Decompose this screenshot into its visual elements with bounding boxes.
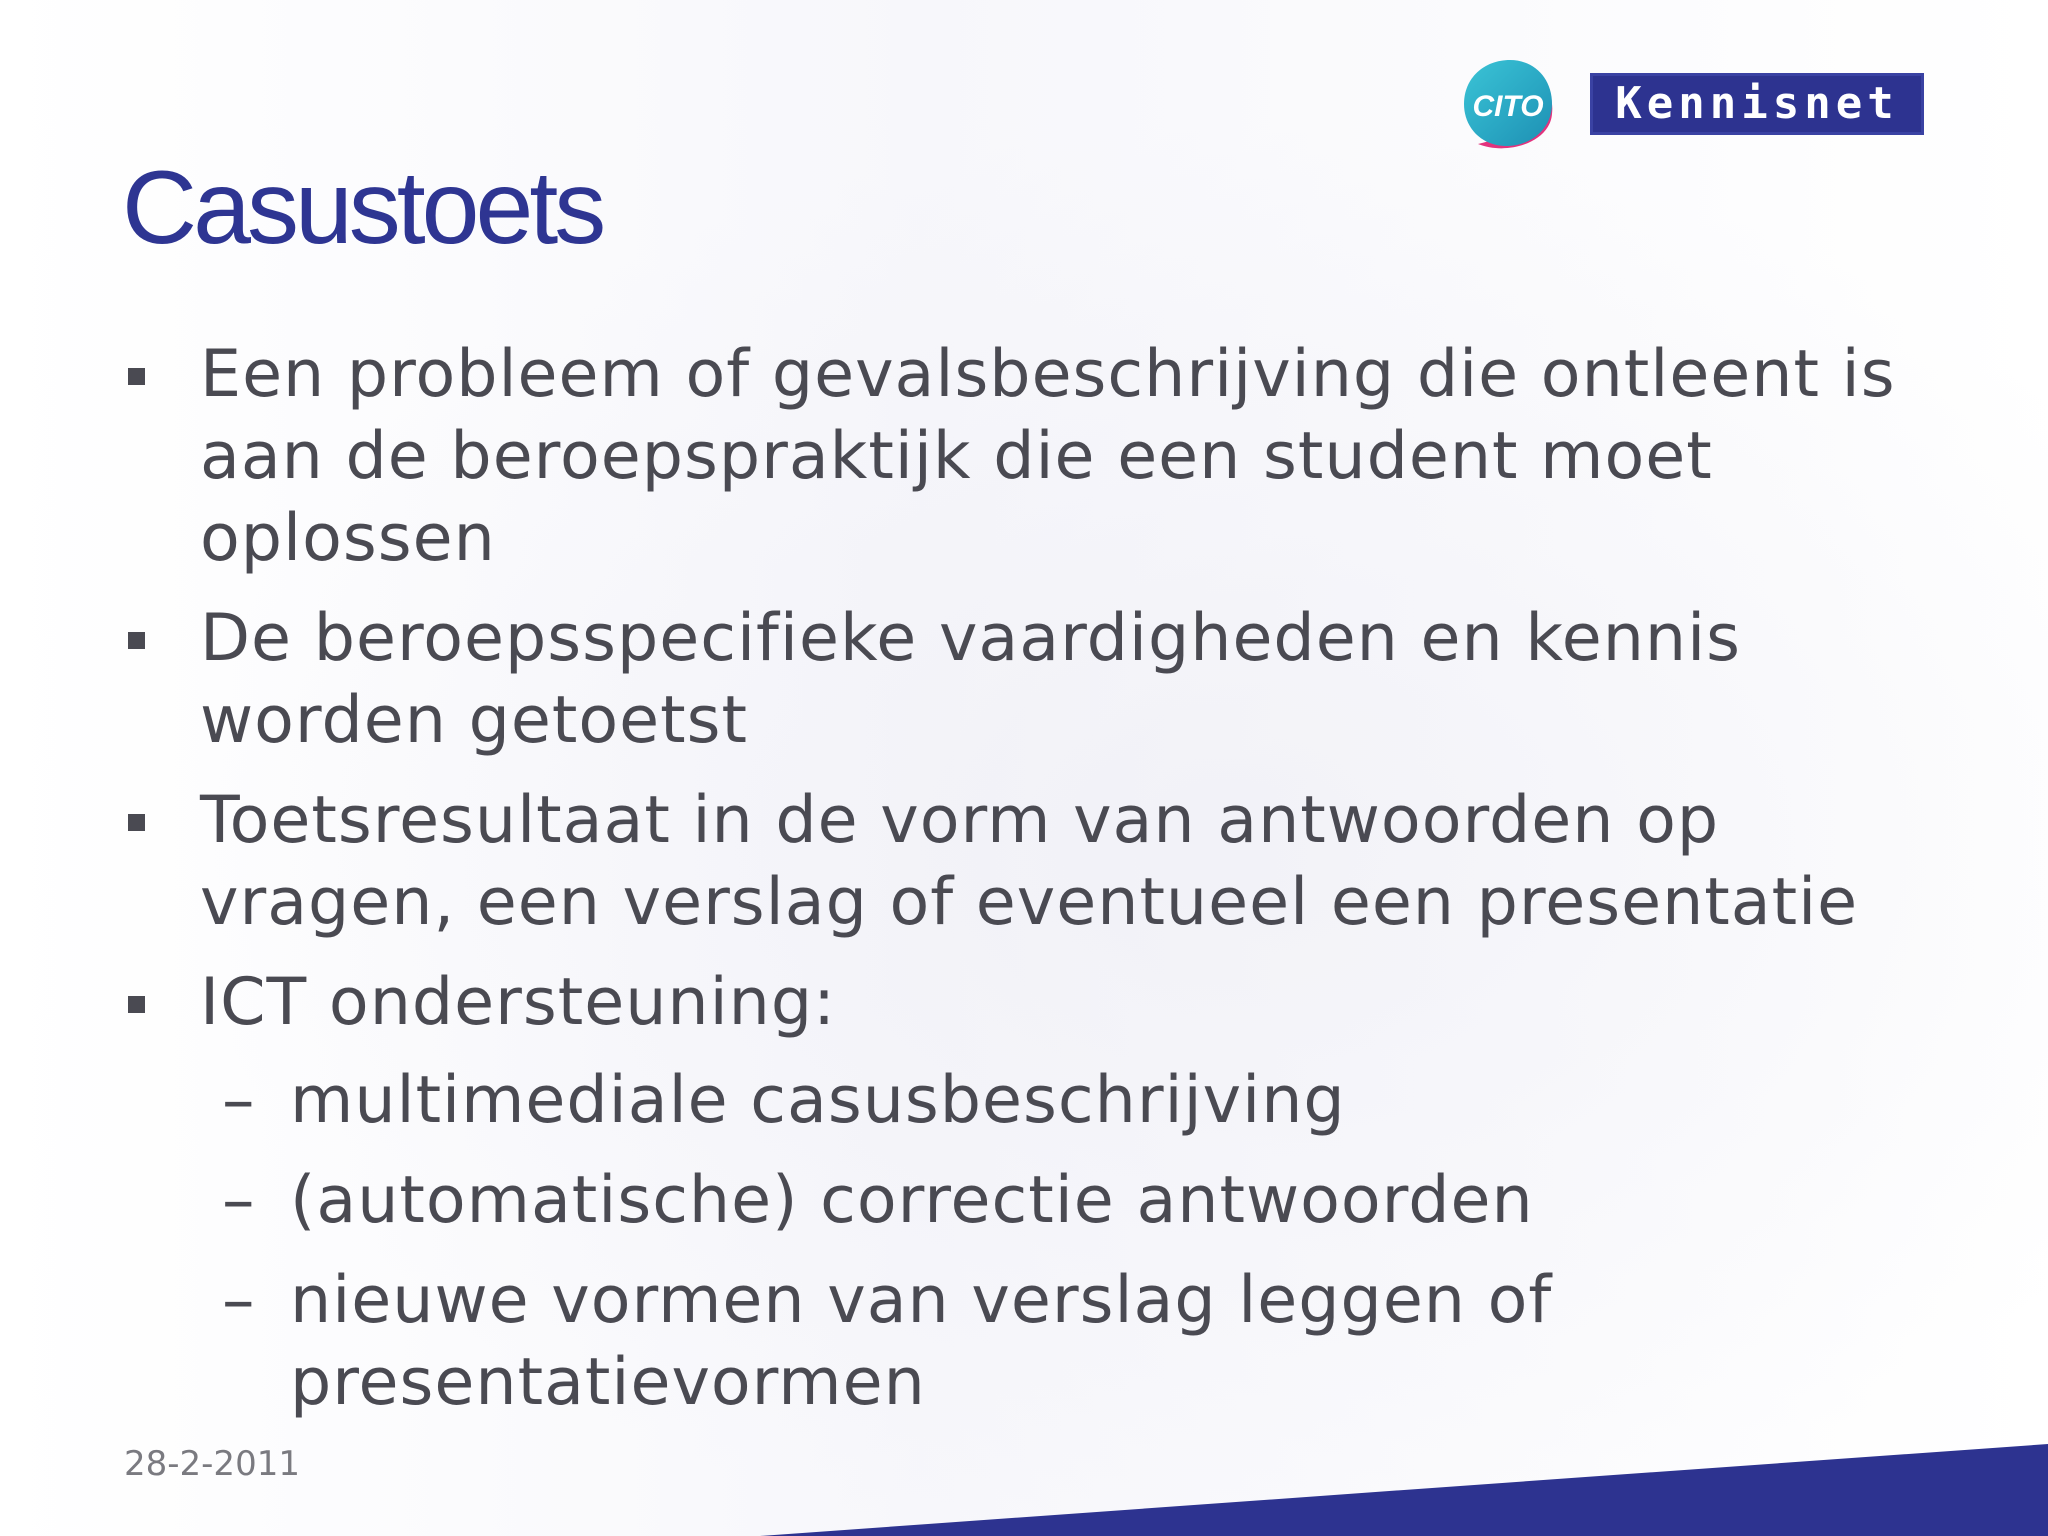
- kennisnet-logo: Kennisnet: [1590, 73, 1924, 135]
- bullet-text: Een probleem of gevalsbeschrijving die ontleent is aan de beroepspraktijk die een student moet oplossen: [200, 337, 1896, 576]
- dash-bullet-icon: –: [222, 1163, 256, 1238]
- sub-bullet-text: (automatische) correctie antwoorden: [290, 1163, 1534, 1238]
- sub-bullet-text: nieuwe vormen van verslag leggen of presentatievormen: [290, 1263, 1553, 1420]
- sub-bullet-text: multimediale casusbeschrijving: [290, 1063, 1346, 1138]
- bullet-text: ICT ondersteuning:: [200, 965, 837, 1040]
- dash-bullet-icon: –: [222, 1263, 256, 1338]
- cito-logo-text: CITO: [1472, 90, 1544, 123]
- dash-bullet-icon: –: [222, 1063, 256, 1138]
- bullet-text: De beroepsspecifieke vaardigheden en kennis worden getoetst: [200, 601, 1742, 758]
- bullet-text: Toetsresultaat in de vorm van antwoorden op vragen, een verslag of eventueel een presentatie: [200, 783, 1859, 940]
- slide-title: Casustoets: [122, 150, 603, 266]
- slide-date: 28-2-2011: [124, 1444, 300, 1484]
